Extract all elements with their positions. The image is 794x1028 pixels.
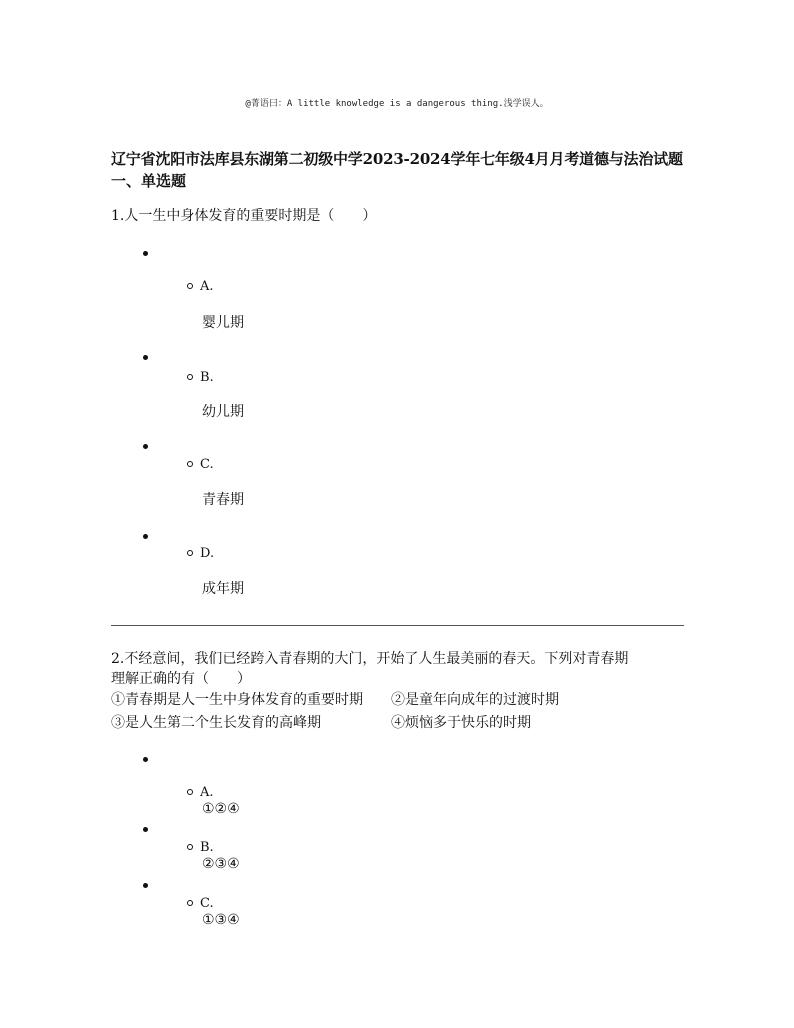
question-1-text: 1.人一生中身体发育的重要时期是（ ） bbox=[111, 208, 377, 224]
option-radio-icon bbox=[187, 283, 193, 289]
list-bullet bbox=[143, 883, 148, 888]
question-2-line-4: ③是人生第二个生长发育的高峰期 ④烦恼多于快乐的时期 bbox=[111, 715, 531, 731]
option-a-label[interactable]: A. bbox=[187, 785, 214, 800]
option-d-label[interactable]: D. bbox=[187, 546, 214, 561]
option-a-value: 婴儿期 bbox=[202, 315, 244, 331]
option-radio-icon bbox=[187, 844, 193, 850]
option-c-label[interactable]: C. bbox=[187, 457, 214, 472]
option-radio-icon bbox=[187, 374, 193, 380]
option-radio-icon bbox=[187, 461, 193, 467]
header-quote: @菁语曰：A little knowledge is a dangerous thing.浅学误人。 bbox=[245, 99, 549, 109]
option-c-value: 青春期 bbox=[202, 492, 244, 508]
option-c-value: ①③④ bbox=[202, 912, 240, 928]
document-title: 辽宁省沈阳市法库县东湖第二初级中学2023-2024学年七年级4月月考道德与法治试题 bbox=[111, 150, 683, 168]
option-radio-icon bbox=[187, 550, 193, 556]
question-2-line-1: 2.不经意间，我们已经跨入青春期的大门，开始了人生最美丽的春天。下列对青春期 bbox=[111, 651, 629, 667]
option-b-value: 幼儿期 bbox=[202, 404, 244, 420]
option-radio-icon bbox=[187, 789, 193, 795]
list-bullet bbox=[143, 827, 148, 832]
list-bullet bbox=[143, 444, 148, 449]
option-a-label[interactable]: A. bbox=[187, 279, 214, 294]
list-bullet bbox=[143, 757, 148, 762]
divider bbox=[111, 625, 684, 626]
option-b-label[interactable]: B. bbox=[187, 840, 214, 855]
list-bullet bbox=[143, 355, 148, 360]
question-2-line-2: 理解正确的有（ ） bbox=[111, 671, 251, 687]
list-bullet bbox=[143, 534, 148, 539]
option-a-value: ①②④ bbox=[202, 801, 240, 817]
list-bullet bbox=[143, 251, 148, 256]
option-b-label[interactable]: B. bbox=[187, 370, 214, 385]
section-title: 一、单选题 bbox=[111, 172, 187, 190]
option-c-label[interactable]: C. bbox=[187, 896, 214, 911]
question-2-line-3: ①青春期是人一生中身体发育的重要时期 ②是童年向成年的过渡时期 bbox=[111, 692, 559, 708]
option-d-value: 成年期 bbox=[202, 581, 244, 597]
option-radio-icon bbox=[187, 900, 193, 906]
option-b-value: ②③④ bbox=[202, 856, 240, 872]
